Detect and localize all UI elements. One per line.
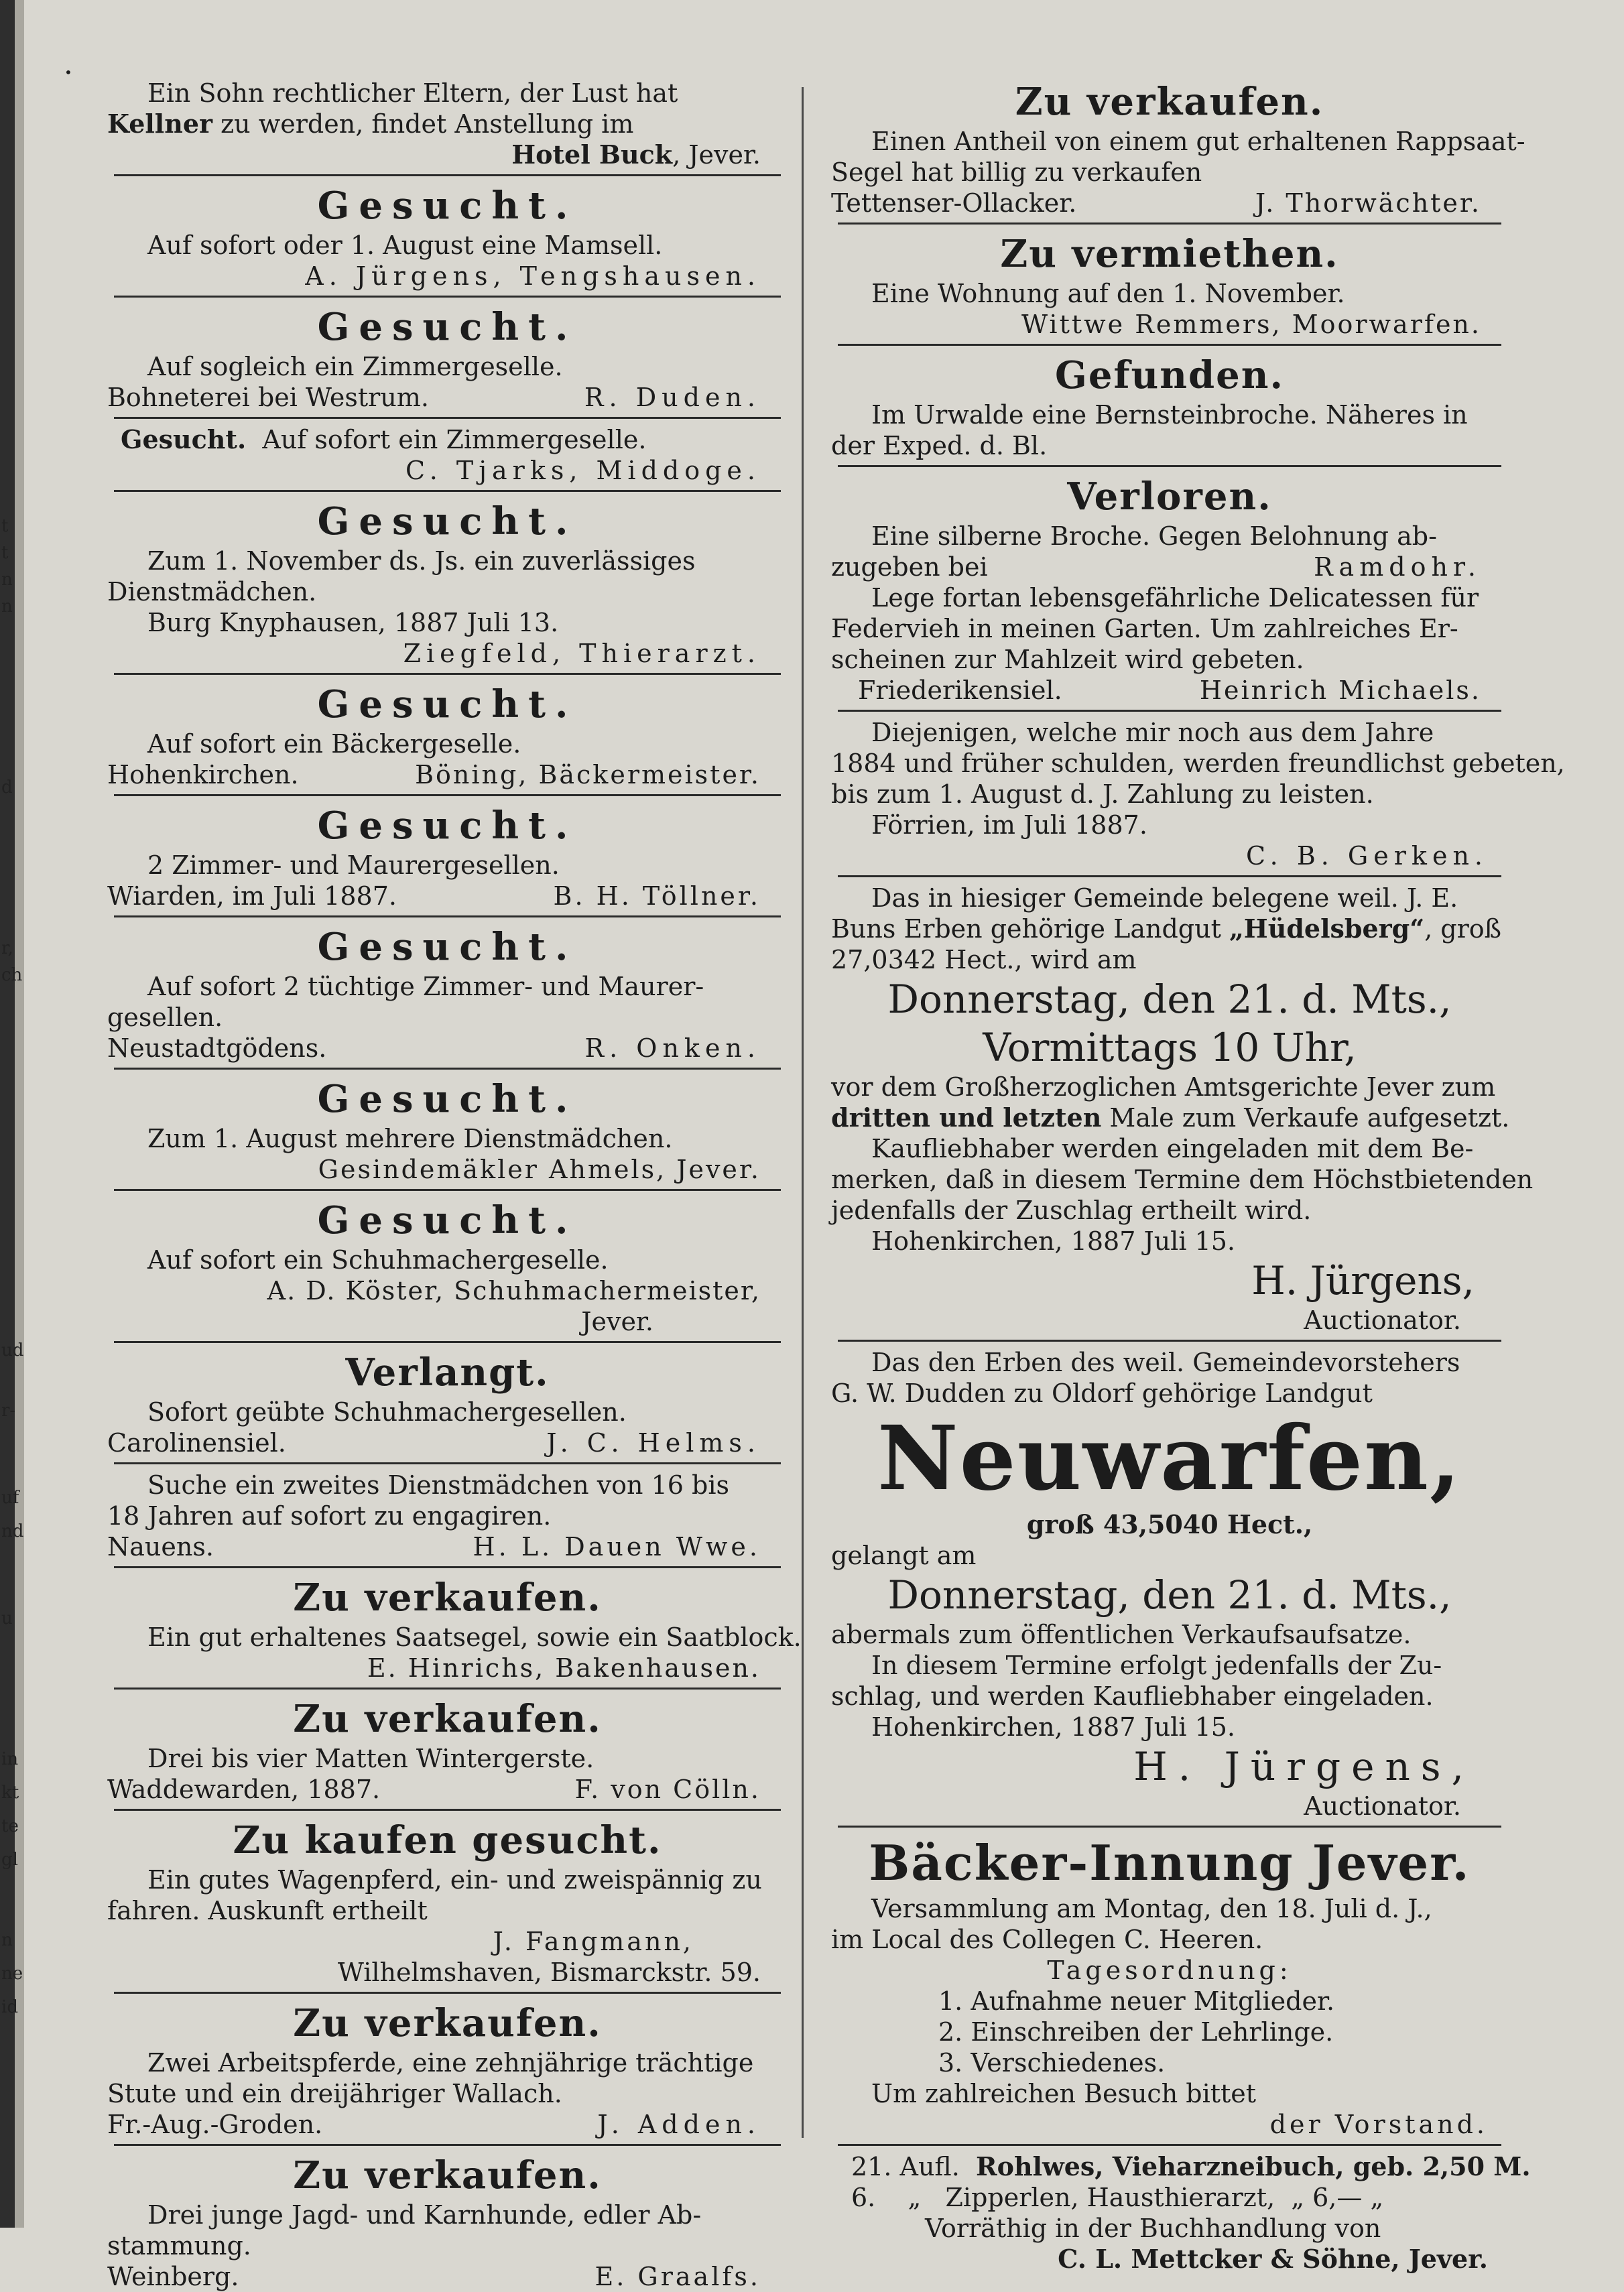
ad-line: stammung. <box>107 2231 251 2261</box>
ad-heading: Gesucht. <box>317 1198 578 1243</box>
ad-line: vor dem Großherzoglichen Amtsgerichte Jever zum <box>831 1072 1496 1102</box>
ad-separator <box>838 1340 1501 1342</box>
ad-place: Fr.-Aug.-Groden. <box>107 2110 323 2139</box>
ad-gesucht-7 <box>107 923 788 1064</box>
ad-line: In diesem Termine erfolgt jedenfalls der Zu- <box>871 1651 1442 1680</box>
ad-r-verloren <box>831 472 1508 582</box>
ad-signature: B. H. Töllner. <box>553 881 761 911</box>
ad-line: Um zahlreichen Besuch bittet <box>871 2079 1257 2108</box>
ad-r-vermiethen <box>831 230 1508 340</box>
margin-fragment: ud <box>1 1340 24 1360</box>
ad-signature: E. Graalfs. <box>595 2262 761 2291</box>
ad-heading: Zu vermiethen. <box>1000 232 1339 276</box>
ad-heading: Verlangt. <box>345 1350 550 1395</box>
ad-heading: Zu kaufen gesucht. <box>233 1818 662 1862</box>
ad-place: Carolinensiel. <box>107 1428 286 1458</box>
column-divider <box>802 87 804 2138</box>
ad-line: Auf sofort ein Zimmergeselle. <box>262 425 647 454</box>
ad-line: Kaufliebhaber werden eingeladen mit dem Be- <box>871 1134 1474 1163</box>
ad-signature: A. D. Köster, Schuhmachermeister, <box>267 1276 761 1306</box>
ad-separator <box>114 673 781 675</box>
ad-separator <box>838 1826 1501 1828</box>
margin-fragment: r- <box>1 1401 16 1421</box>
ad-separator <box>114 1068 781 1070</box>
ad-gesucht-2 <box>107 303 788 413</box>
ad-line: zu werden, findet Anstellung im <box>212 109 634 139</box>
ad-r-huedelsberg <box>831 883 1534 1336</box>
ad-line: 2 Zimmer- und Maurergesellen. <box>147 850 560 880</box>
ad-line: scheinen zur Mahlzeit wird gebeten. <box>831 645 1304 674</box>
ad-line: 1884 und früher schulden, werden freundlichst gebeten, <box>831 749 1565 778</box>
ad-time-display: Vormittags 10 Uhr, <box>983 1025 1357 1070</box>
ad-place: Hohenkirchen. <box>107 760 299 789</box>
ad-keyword: Kellner <box>107 109 213 139</box>
ad-line: G. W. Dudden zu Oldorf gehörige Landgut <box>831 1379 1373 1408</box>
ad-separator <box>114 490 781 492</box>
ad-r-delicatessen <box>831 582 1508 706</box>
ad-agenda-item: 1. Aufnahme neuer Mitglieder. <box>938 1986 1335 2016</box>
ad-r-baecker-innung <box>831 1833 1508 2140</box>
ad-verlangt <box>107 1348 788 1458</box>
ad-line: gesellen. <box>107 1003 223 1032</box>
ad-estate-name: Neuwarfen, <box>877 1407 1462 1511</box>
ad-line: Im Urwalde eine Bernsteinbroche. Näheres in <box>871 400 1468 430</box>
ad-signature: H. Jürgens, <box>1133 1744 1475 1789</box>
ad-verkaufen-3 <box>107 1999 788 2140</box>
ad-signature: C. Tjarks, Middoge. <box>405 456 761 485</box>
ad-separator <box>838 222 1501 225</box>
ad-heading: Zu verkaufen. <box>293 2153 602 2198</box>
ad-line: Burg Knyphausen, 1887 Juli 13. <box>147 608 559 637</box>
ad-line: merken, daß in diesem Termine dem Höchstbietenden <box>831 1165 1534 1194</box>
ad-heading: Verloren. <box>1067 474 1272 519</box>
ad-line: Auf sofort oder 1. August eine Mamsell. <box>147 231 663 260</box>
ad-line: Auf sofort ein Schuhmachergeselle. <box>147 1245 609 1275</box>
margin-fragment: n <box>1 1930 13 1950</box>
ad-gesucht-1 <box>107 182 788 292</box>
ad-agenda-item: 3. Verschiedenes. <box>938 2048 1166 2078</box>
ad-signature: J. Fangmann, <box>493 1927 694 1956</box>
margin-fragment: nd <box>1 1521 24 1541</box>
ad-separator <box>114 1566 781 1568</box>
ad-signature: Böning, Bäckermeister. <box>415 760 761 789</box>
margin-fragment: ne <box>1 1964 23 1984</box>
ad-line: Stute und ein dreijähriger Wallach. <box>107 2079 562 2108</box>
book-edition: 21. Aufl. <box>851 2152 960 2181</box>
ad-date-display: Donnerstag, den 21. d. Mts., <box>887 1572 1452 1618</box>
ad-line: Buns Erben gehörige Landgut <box>831 914 1229 944</box>
ad-line: Ein gut erhaltenes Saatsegel, sowie ein Saatblock. <box>147 1622 802 1652</box>
ad-line: Zum 1. August mehrere Dienstmädchen. <box>147 1124 673 1153</box>
ad-signature: R. Duden. <box>584 383 761 412</box>
ad-r-buchhandlung <box>831 2151 1531 2275</box>
ad-heading: Gesucht. <box>317 1077 578 1121</box>
ad-separator <box>838 710 1501 712</box>
ad-line: bis zum 1. August d. J. Zahlung zu leisten. <box>831 779 1374 809</box>
ad-separator <box>114 1462 781 1464</box>
ad-place: Wiarden, im Juli 1887. <box>107 881 397 911</box>
ad-heading: Gesucht. <box>317 499 578 544</box>
ad-separator <box>838 344 1501 346</box>
ad-place: Bohneterei bei Westrum. <box>107 383 429 412</box>
ad-signature: J. C. Helms. <box>546 1428 761 1458</box>
ad-separator <box>838 465 1501 467</box>
ad-heading: Zu verkaufen. <box>1015 80 1324 124</box>
ad-gesucht-5 <box>107 680 788 790</box>
ad-line: Eine Wohnung auf den 1. November. <box>871 279 1345 308</box>
ad-verkaufen-1 <box>107 1574 802 1683</box>
book-entry: Zipperlen, Hausthierarzt, <box>945 2183 1275 2212</box>
margin-fragment: uf <box>1 1488 19 1508</box>
margin-fragment: kt <box>1 1783 19 1803</box>
ad-date-display: Donnerstag, den 21. d. Mts., <box>887 976 1452 1022</box>
ad-place: , Jever. <box>672 140 761 170</box>
ad-line: 27,0342 Hect., wird am <box>831 945 1137 974</box>
margin-fragment: t <box>1 543 9 563</box>
ad-signature: H. L. Dauen Wwe. <box>473 1532 761 1562</box>
ad-line: Diejenigen, welche mir noch aus dem Jahre <box>871 718 1434 747</box>
ad-keyword: Gesucht. <box>121 424 247 454</box>
adjacent-page-fragments <box>1 0 24 2228</box>
ad-verkaufen-2 <box>107 1695 788 1805</box>
ad-gesucht-3 <box>107 424 788 486</box>
ad-line: fahren. Auskunft ertheilt <box>107 1896 428 1925</box>
ad-separator <box>114 1688 781 1690</box>
ad-line: , groß <box>1424 914 1502 944</box>
ad-line: Auf sofort 2 tüchtige Zimmer- und Maurer- <box>147 972 704 1001</box>
margin-fragment: u <box>1 1608 13 1629</box>
ad-line: Vorräthig in der Buchhandlung von <box>925 2214 1381 2243</box>
ad-signature: R. Onken. <box>584 1033 761 1063</box>
ad-separator <box>838 2144 1501 2146</box>
ad-line: im Local des Collegen C. Heeren. <box>831 1925 1263 1954</box>
ad-line: Förrien, im Juli 1887. <box>871 810 1147 840</box>
ad-heading: Gesucht. <box>317 682 578 726</box>
ad-line: Auf sogleich ein Zimmergeselle. <box>147 352 563 381</box>
ad-place: Friederikensiel. <box>858 676 1062 705</box>
ad-line: 18 Jahren auf sofort zu engagiren. <box>107 1501 552 1531</box>
ad-signature: H. Jürgens, <box>1251 1258 1475 1303</box>
ad-signature: Heinrich Michaels. <box>1199 676 1481 705</box>
ad-r-verkaufen <box>831 78 1525 218</box>
ad-heading: Zu verkaufen. <box>293 2001 602 2045</box>
ad-line: Federvieh in meinen Garten. Um zahlreiches Er- <box>831 614 1458 643</box>
margin-fragment: r, <box>1 938 13 958</box>
ad-gesucht-8 <box>107 1075 788 1185</box>
ad-line: der Exped. d. Bl. <box>831 431 1048 460</box>
ad-separator <box>114 174 781 176</box>
ad-line: Drei junge Jagd- und Karnhunde, edler Ab- <box>147 2200 702 2230</box>
ad-signature-place: Wilhelmshaven, Bismarckstr. 59. <box>337 1958 761 1987</box>
ad-kaufen-gesucht <box>107 1816 788 1988</box>
ad-signature: A. Jürgens, Tengshausen. <box>305 261 761 291</box>
ad-line: Sofort geübte Schuhmachergesellen. <box>147 1397 627 1427</box>
ad-gesucht-4 <box>107 497 788 669</box>
ad-place: Tettenser-Ollacker. <box>831 188 1077 218</box>
ad-signature-place: Jever. <box>581 1307 653 1336</box>
ad-gesucht-6 <box>107 802 788 911</box>
ad-r-schulden <box>831 717 1565 871</box>
ad-line: Einen Antheil von einem gut erhaltenen Rappsaat- <box>871 127 1525 156</box>
margin-fragment: t <box>1 516 9 536</box>
ad-line: Suche ein zweites Dienstmädchen von 16 bis <box>147 1470 730 1500</box>
margin-fragment: d <box>1 777 13 798</box>
ad-place: Weinberg. <box>107 2262 239 2291</box>
ad-gesucht-9 <box>107 1196 788 1337</box>
ad-signature: Ziegfeld, Thierarzt. <box>403 639 761 668</box>
ad-advertiser: Hotel Buck <box>511 139 673 170</box>
ad-separator <box>114 1189 781 1191</box>
ad-heading: Gesucht. <box>317 305 578 349</box>
ad-line: Eine silberne Broche. Gegen Belohnung ab- <box>871 521 1437 551</box>
ad-place: Nauens. <box>107 1532 214 1562</box>
ad-line: Zwei Arbeitspferde, eine zehnjährige trächtige <box>147 2048 754 2078</box>
margin-fragment: in <box>1 1749 19 1769</box>
ad-line: Ein Sohn rechtlicher Eltern, der Lust hat <box>147 78 678 108</box>
ad-signature: Gesindemäkler Ahmels, Jever. <box>318 1155 761 1184</box>
ad-heading: Gesucht. <box>317 804 578 848</box>
ad-separator <box>114 1341 781 1343</box>
ad-line: Male zum Verkaufe aufgesetzt. <box>1101 1103 1510 1133</box>
ad-line: Segel hat billig zu verkaufen <box>831 157 1202 187</box>
ad-signature: Wittwe Remmers, Moorwarfen. <box>1021 310 1481 339</box>
ad-line: jedenfalls der Zuschlag ertheilt wird. <box>831 1196 1312 1225</box>
ad-signature: J. Thorwächter. <box>1255 188 1481 218</box>
ad-agenda-item: 2. Einschreiben der Lehrlinge. <box>938 2017 1334 2047</box>
ad-signature: F. von Cölln. <box>574 1775 761 1804</box>
ad-separator <box>114 296 781 298</box>
margin-fragment: ch <box>1 965 23 985</box>
left-column <box>107 78 802 2292</box>
ad-line: zugeben bei <box>831 552 988 582</box>
ad-separator <box>114 1809 781 1811</box>
ad-signature: E. Hinrichs, Bakenhausen. <box>367 1653 761 1683</box>
ad-heading: Zu verkaufen. <box>293 1576 602 1620</box>
ad-separator <box>114 2144 781 2146</box>
ad-signature: C. B. Gerken. <box>1245 841 1488 871</box>
ad-r-gefunden <box>831 351 1508 461</box>
ad-separator <box>114 794 781 796</box>
ad-line: Versammlung am Montag, den 18. Juli d. J., <box>871 1894 1432 1923</box>
ad-emphasis: dritten und letzten <box>831 1102 1102 1133</box>
page-dot-mark: • <box>64 64 72 80</box>
ad-signature-title: Auctionator. <box>1304 1791 1461 1821</box>
book-edition: 6. <box>851 2183 876 2212</box>
margin-fragment: n <box>1 596 13 617</box>
book-price: „ 6,— „ <box>1291 2183 1384 2212</box>
ad-line: Das in hiesiger Gemeinde belegene weil. J. E. <box>871 883 1458 913</box>
ad-line: Auf sofort ein Bäckergeselle. <box>147 729 521 759</box>
ad-separator <box>114 915 781 917</box>
ad-estate-size: groß 43,5040 Hect., <box>1026 1509 1313 1539</box>
book-entry: Rohlwes, Vieharzneibuch, geb. 2,50 M. <box>976 2151 1531 2181</box>
margin-fragment: gl <box>1 1850 18 1870</box>
ad-line: Dienstmädchen. <box>107 577 317 607</box>
ad-signature: C. L. Mettcker & Söhne, Jever. <box>1058 2244 1488 2274</box>
margin-fragment: id <box>1 1997 18 2017</box>
ad-line: Drei bis vier Matten Wintergerste. <box>147 1744 595 1773</box>
ad-place: Neustadtgödens. <box>107 1033 327 1063</box>
ad-line: Zum 1. November ds. Js. ein zuverlässiges <box>147 546 696 576</box>
ad-r-neuwarfen <box>831 1347 1508 1822</box>
ad-separator <box>838 875 1501 877</box>
book-ditto: „ <box>908 2183 922 2212</box>
margin-fragment: n <box>1 570 13 590</box>
ad-line: Das den Erben des weil. Gemeindevorstehers <box>871 1348 1460 1377</box>
ad-separator <box>114 417 781 419</box>
ad-heading: Gesucht. <box>317 184 578 228</box>
ad-line: gelangt am <box>831 1541 977 1570</box>
ad-signature: der Vorstand. <box>1269 2110 1488 2139</box>
ad-line: abermals zum öffentlichen Verkaufsaufsatze. <box>831 1620 1412 1649</box>
ad-kellner <box>107 78 788 170</box>
ad-line: Hohenkirchen, 1887 Juli 15. <box>871 1226 1235 1256</box>
ad-place: Waddewarden, 1887. <box>107 1775 381 1804</box>
ad-signature: J. Adden. <box>597 2110 761 2139</box>
right-column <box>831 78 1565 2275</box>
ad-separator <box>114 1992 781 1994</box>
ad-line: Hohenkirchen, 1887 Juli 15. <box>871 1712 1235 1742</box>
ad-agenda-title: Tagesordnung: <box>1047 1956 1292 1985</box>
ad-line: schlag, und werden Kaufliebhaber eingeladen. <box>831 1681 1434 1711</box>
ad-heading: Gefunden. <box>1055 353 1284 397</box>
ad-estate-name: „Hüdelsberg“ <box>1229 913 1425 944</box>
margin-fragment: te <box>1 1816 19 1836</box>
ad-heading: Zu verkaufen. <box>293 1697 602 1741</box>
ad-heading: Bäcker-Innung Jever. <box>869 1834 1471 1891</box>
ad-line: Ein gutes Wagenpferd, ein- und zweispännig zu <box>147 1865 762 1895</box>
ad-signature-title: Auctionator. <box>1304 1306 1461 1335</box>
ad-signature: Ramdohr. <box>1314 552 1481 582</box>
ad-heading: Gesucht. <box>317 925 578 969</box>
ad-verkaufen-4 <box>107 2151 788 2292</box>
ad-line: Lege fortan lebensgefährliche Delicatessen für <box>871 583 1479 613</box>
ad-suche <box>107 1470 788 1562</box>
